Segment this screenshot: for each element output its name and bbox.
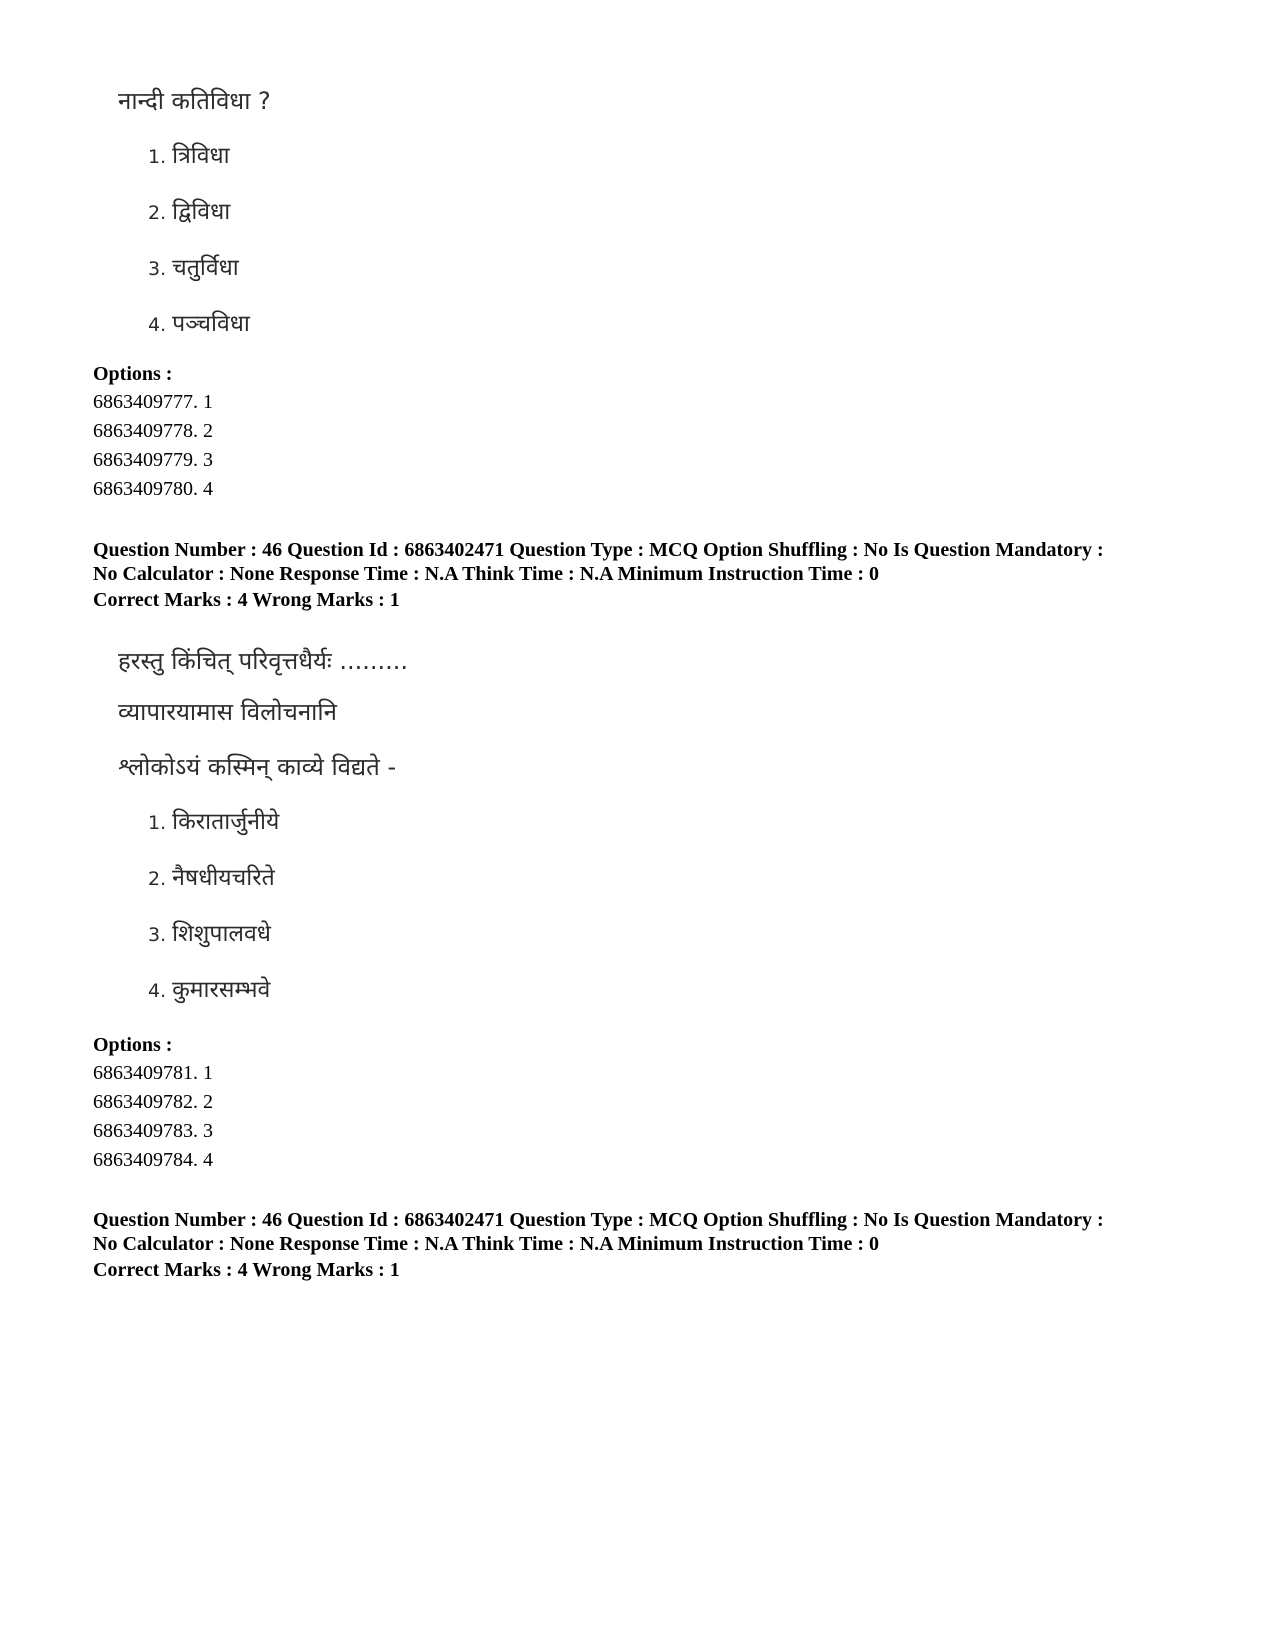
choice-3 bbox=[148, 253, 239, 284]
choice-number: 1. bbox=[148, 146, 167, 168]
question-text-3: श्लोकोऽयं कस्मिन् काव्ये विद्यते - bbox=[118, 753, 397, 781]
choice-4 bbox=[148, 975, 270, 1006]
question-meta-line: No Calculator : None Response Time : N.A Think Time : N.A Minimum Instruction Time : 0 bbox=[93, 1233, 879, 1255]
choice-number: 1. bbox=[148, 812, 167, 834]
choice-text: शिशुपालवधे bbox=[172, 921, 271, 947]
option-item: 6863409784. 4 bbox=[93, 1149, 213, 1171]
choice-text: किरातार्जुनीये bbox=[172, 809, 280, 835]
option-item: 6863409783. 3 bbox=[93, 1120, 213, 1142]
choice-text: नैषधीयचरिते bbox=[172, 865, 275, 891]
option-item: 6863409777. 1 bbox=[93, 391, 213, 413]
option-item: 6863409782. 2 bbox=[93, 1091, 213, 1113]
choice-number: 4. bbox=[148, 980, 167, 1002]
question-text-1: नान्दी कतिविधा ? bbox=[118, 87, 271, 115]
question-text-2: व्यापारयामास विलोचनानि bbox=[118, 698, 337, 726]
choice-number: 3. bbox=[148, 258, 167, 280]
option-item: 6863409779. 3 bbox=[93, 449, 213, 471]
choice-number: 2. bbox=[148, 868, 167, 890]
options-heading: Options : bbox=[93, 363, 173, 385]
choice-1 bbox=[148, 141, 230, 172]
marks-line: Correct Marks : 4 Wrong Marks : 1 bbox=[93, 589, 400, 611]
choice-text: कुमारसम्भवे bbox=[172, 977, 271, 1003]
option-item: 6863409781. 1 bbox=[93, 1062, 213, 1084]
options-list bbox=[93, 1059, 213, 1175]
option-item: 6863409780. 4 bbox=[93, 478, 213, 500]
question-meta-line: Question Number : 46 Question Id : 6863402471 Question Type : MCQ Option Shuffling : No Is Question Mandatory : bbox=[93, 1209, 1104, 1231]
marks-line: Correct Marks : 4 Wrong Marks : 1 bbox=[93, 1259, 400, 1281]
options-heading: Options : bbox=[93, 1034, 173, 1056]
question-meta-line: Question Number : 46 Question Id : 6863402471 Question Type : MCQ Option Shuffling : No Is Question Mandatory : bbox=[93, 539, 1104, 561]
choice-1 bbox=[148, 807, 279, 838]
choice-2 bbox=[148, 197, 230, 228]
choice-text: द्विविधा bbox=[172, 199, 231, 225]
choice-text: पञ्चविधा bbox=[172, 311, 250, 337]
choice-text: चतुर्विधा bbox=[172, 255, 239, 281]
choice-text: त्रिविधा bbox=[172, 143, 230, 169]
option-item: 6863409778. 2 bbox=[93, 420, 213, 442]
choice-number: 2. bbox=[148, 202, 167, 224]
choice-3 bbox=[148, 919, 271, 950]
question-meta bbox=[93, 1208, 1213, 1256]
choice-2 bbox=[148, 863, 275, 894]
options-list bbox=[93, 388, 213, 504]
question-meta bbox=[93, 538, 1213, 586]
choice-number: 4. bbox=[148, 314, 167, 336]
choice-number: 3. bbox=[148, 924, 167, 946]
choice-4 bbox=[148, 309, 250, 340]
question-meta-line: No Calculator : None Response Time : N.A Think Time : N.A Minimum Instruction Time : 0 bbox=[93, 563, 879, 585]
question-text-1: हरस्तु किंचित् परिवृत्तधैर्यः ......... bbox=[118, 647, 409, 675]
